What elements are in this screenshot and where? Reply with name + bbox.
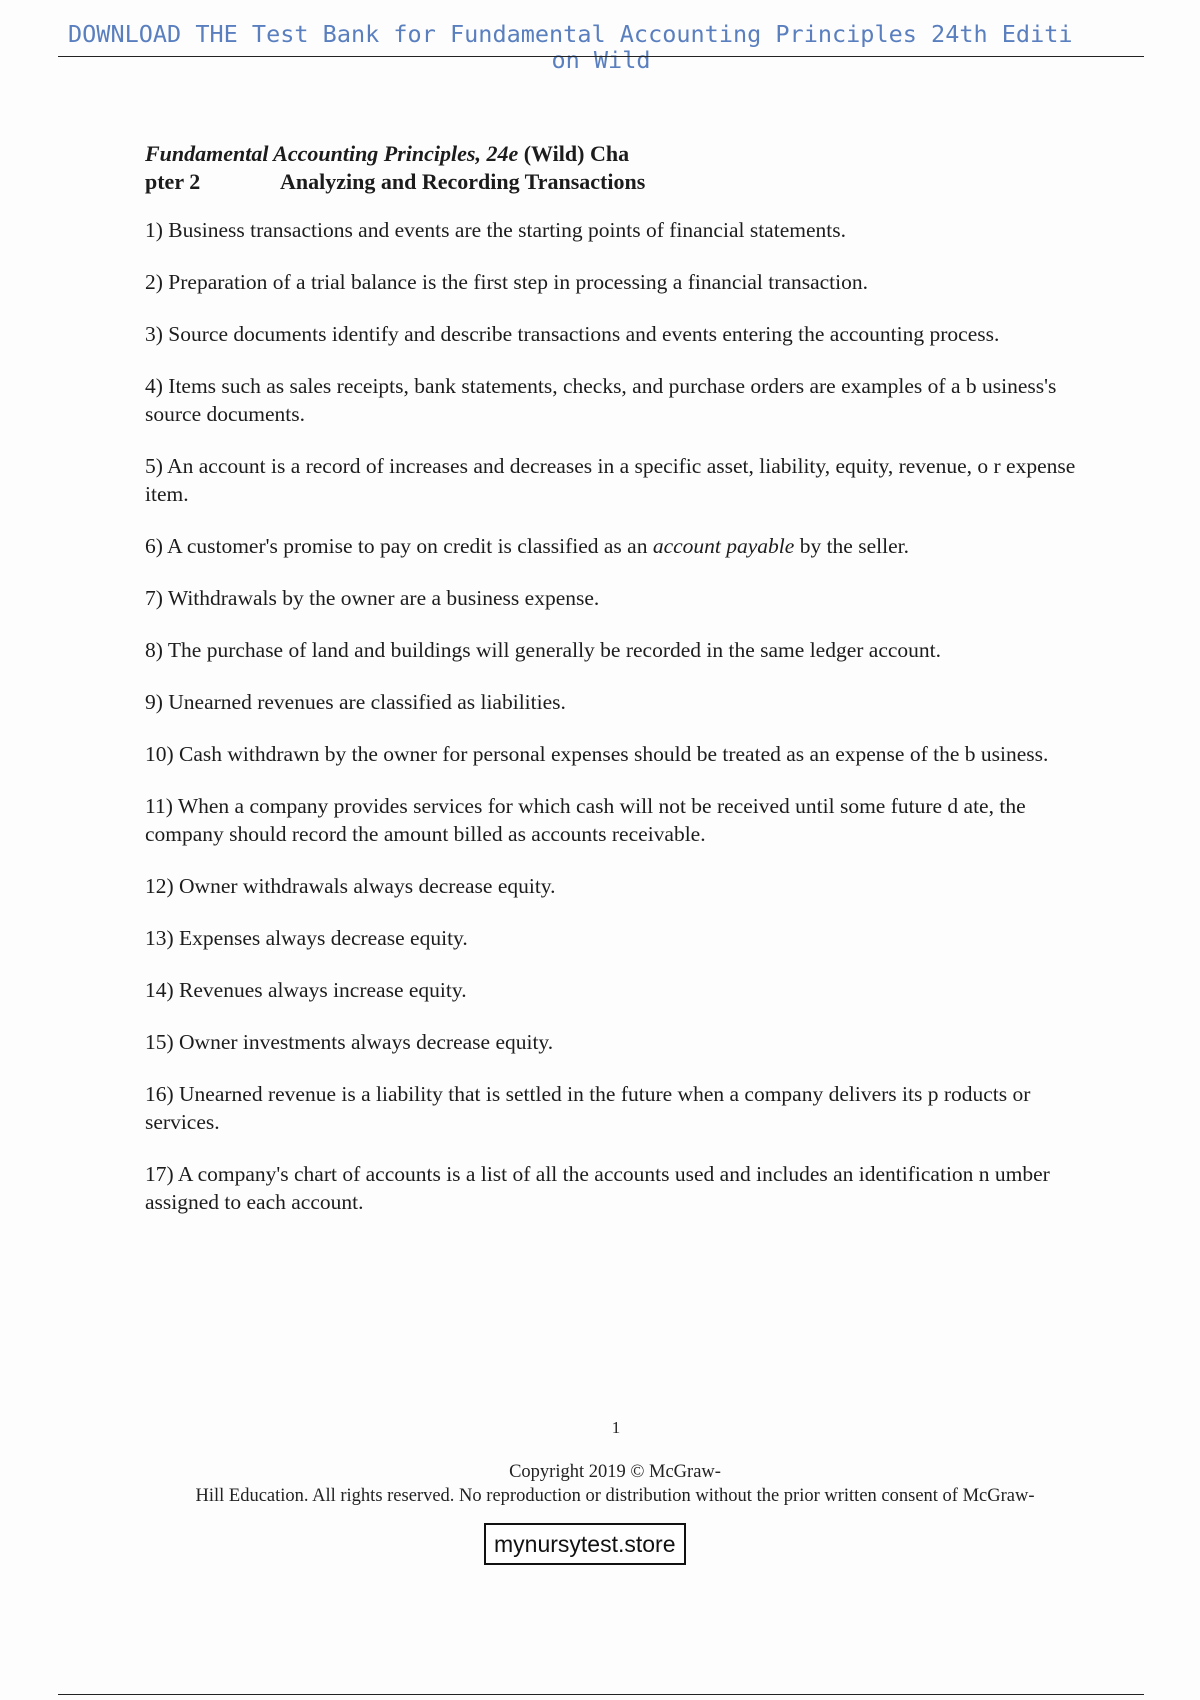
question-item: 9) Unearned revenues are classified as liabilities. <box>145 690 566 714</box>
book-title: Fundamental Accounting Principles, 24e <box>145 141 519 166</box>
question-item: 10) Cash withdrawn by the owner for personal expenses should be treated as an expense of the b usiness. <box>145 742 1049 766</box>
question-item: 16) Unearned revenue is a liability that is settled in the future when a company delivers its p roducts or services. <box>145 1082 1031 1134</box>
question-item: 5) An account is a record of increases and decreases in a specific asset, liability, equity, revenue, o r expense item. <box>145 454 1076 506</box>
header-divider <box>58 56 1144 57</box>
footer-divider <box>58 1694 1144 1695</box>
download-banner-line2[interactable]: on Wild <box>551 46 651 74</box>
emphasized-term: account payable <box>652 534 795 558</box>
question-item: 14) Revenues always increase equity. <box>145 978 467 1002</box>
question-item: 4) Items such as sales receipts, bank statements, checks, and purchase orders are examples of a b usiness's source documents. <box>145 374 1057 426</box>
question-item: 17) A company's chart of accounts is a list of all the accounts used and includes an identification n umber assigned to each account. <box>145 1162 1050 1214</box>
copyright-line2: Hill Education. All rights reserved. No reproduction or distribution without the prior written consent of McGraw- <box>195 1486 1035 1506</box>
question-item <box>145 532 1085 560</box>
question-list <box>145 216 1085 1216</box>
document-body <box>145 140 1085 1240</box>
download-banner-line1[interactable]: DOWNLOAD THE Test Bank for Fundamental Accounting Principles 24th Editi <box>68 20 1073 48</box>
document-heading <box>145 140 1085 196</box>
question-item: 8) The purchase of land and buildings will generally be recorded in the same ledger account. <box>145 638 942 662</box>
question-text: 6) A customer's promise to pay on credit is classified as an <box>145 534 653 558</box>
author-chapter: (Wild) Cha <box>518 141 630 166</box>
download-banner[interactable] <box>58 20 1144 74</box>
chapter-number: pter 2 <box>145 169 201 194</box>
question-item: 1) Business transactions and events are the starting points of financial statements. <box>145 218 846 242</box>
question-item: 2) Preparation of a trial balance is the first step in processing a financial transaction. <box>145 270 868 294</box>
question-item: 12) Owner withdrawals always decrease equity. <box>145 874 556 898</box>
question-item: 7) Withdrawals by the owner are a business expense. <box>145 586 600 610</box>
question-item: 13) Expenses always decrease equity. <box>145 926 468 950</box>
copyright-notice <box>150 1460 1080 1508</box>
copyright-line1: Copyright 2019 © McGraw- <box>509 1462 721 1482</box>
question-item: 15) Owner investments always decrease equity. <box>145 1030 554 1054</box>
question-text: by the seller. <box>794 534 909 558</box>
store-link[interactable]: mynursytest.store <box>484 1523 686 1565</box>
page-number: 1 <box>611 1418 621 1437</box>
question-item: 3) Source documents identify and describe transactions and events entering the accounting process. <box>145 322 1000 346</box>
question-item: 11) When a company provides services for which cash will not be received until some future d ate, the company should record the amount billed as accounts receivable. <box>145 794 1026 846</box>
chapter-title: Analyzing and Recording Transactions <box>280 169 646 194</box>
